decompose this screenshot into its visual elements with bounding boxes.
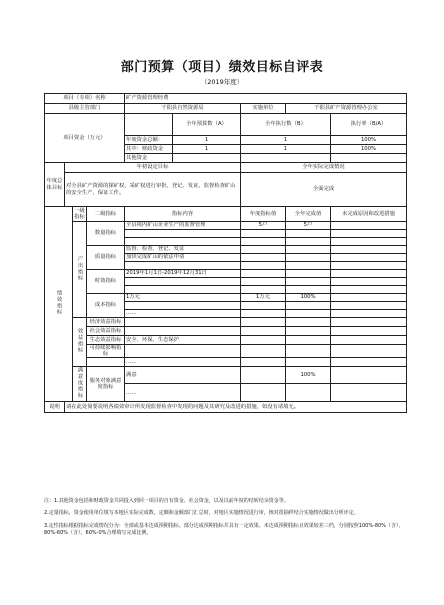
perf-row [45,246,407,254]
perf-content: 满意 [125,367,241,384]
perf-satisfaction-label [73,367,87,402]
perf-reason [331,358,407,367]
goals-actual-text: 全面完成 [241,173,407,207]
funds-budget-value [173,154,241,163]
perf-target [241,278,286,286]
perf-reason [331,238,407,246]
perf-content: …… [125,358,241,367]
footnote: 3.定性指标根据指标完成情况分为：全部或基本达成预期指标、部分达成预期指标并具有一定效果、未达成预期指标且效果较差三档，分别按照100%-80%（含）、80%-60%（含）、60%-0%合理填写完成比例。 [44,522,404,536]
perf-output-label-text: 产出指标 [76,255,83,282]
funds-rate-value: 100% [331,136,407,145]
perf-col-actual: 全年完成值 [286,207,331,222]
perf-target [241,302,286,310]
perf-reason [331,286,407,294]
perf-reason [331,336,407,345]
perf-target [241,238,286,246]
perf-actual [286,246,331,254]
funds-row-label: 年度资金总额： [125,136,173,145]
page-subtitle-year: （2019年度） [200,78,244,86]
perf-actual [286,345,331,358]
self-evaluation-table [44,93,407,413]
explanation-row [45,401,407,412]
perf-content: 全县境内矿山企业生产的监督管理 [125,222,241,230]
perf-side-label-text: 绩效指标 [55,290,62,316]
goals-actual-header: 全年实际完成情况 [241,163,407,173]
perf-target [241,230,286,238]
perf-target [241,246,286,254]
perf-actual [286,358,331,367]
funds-exec-value: 1 [241,145,331,154]
perf-target [241,367,286,384]
perf-actual [286,318,331,327]
perf-actual: 100% [286,367,331,384]
perf-target [241,254,286,262]
perf-content [125,286,241,294]
goals-header-row [45,163,407,173]
perf-level2: 成本指标 [87,294,125,318]
perf-row [45,336,407,345]
perf-target [241,384,286,401]
perf-level2: 数量指标 [87,222,125,246]
perf-actual [286,302,331,310]
perf-target [241,270,286,278]
perf-reason [331,278,407,286]
perf-content: 监督、检查、登记、发证 [125,246,241,254]
perf-row [45,345,407,358]
perf-header-row [45,207,407,222]
impl-unit-label: 实施单位 [241,104,286,114]
goals-side-label: 年度总体目标 [45,163,65,207]
perf-col-level1: 一级指标 [74,207,85,220]
perf-content: …… [125,384,241,401]
goals-planned-text: 对全县矿产资源的探矿权、采矿权进行审批、登记、发证，监督检查矿山的安全生产，保证工作。 [65,173,241,207]
perf-actual: 100% [286,294,331,302]
project-name-value: 矿产资源管理经费 [125,94,407,104]
perf-level2: 生态效益指标 [87,336,125,345]
perf-level2 [87,358,125,367]
perf-col-target: 年度指标值 [241,207,286,222]
goals-content-row [45,173,407,207]
perf-target [241,262,286,270]
perf-reason [331,310,407,318]
perf-content [125,318,241,327]
perf-col-reason: 未完成原因和改进措施 [331,207,407,222]
funds-header-row [45,114,407,136]
perf-target: 5户 [241,222,286,230]
funds-row-label: 其中：财政资金 [125,145,173,154]
dept-value: 千阳县自然资源局 [125,104,241,114]
perf-target [241,327,286,336]
perf-col-level2: 二级指标 [87,207,125,222]
perf-content: 安全、环保、生态保护 [125,336,241,345]
project-dept-row [45,104,407,114]
page-title: 部门预算（项目）绩效目标自评表 [120,60,324,75]
perf-reason [331,294,407,302]
funds-budget-header: 全年预算数（A） [173,114,241,136]
perf-level2: 可持续影响指标 [87,345,125,358]
project-name-label: 项目（专项）名称 [45,94,125,104]
perf-content [125,302,241,310]
perf-content [125,262,241,270]
explanation-text: 请在此处简要说明各绩效审计所发现监督检查中发现的问题及其研究及改进的措施，如没有请填无。 [65,401,407,412]
perf-row [45,222,407,230]
perf-level2: 经济效益指标 [87,318,125,327]
perf-content: 加快完成矿山的依法申请 [125,254,241,262]
perf-target [241,358,286,367]
perf-row [45,318,407,327]
perf-reason [331,345,407,358]
perf-col-content: 指标内容 [125,207,241,222]
perf-actual [286,262,331,270]
perf-level2: 质量指标 [87,246,125,270]
perf-benefit-label [73,318,87,367]
funds-exec-value: 1 [241,136,331,145]
perf-satisfaction-label-text: 满意度指标 [76,367,83,399]
funds-rate-header: 执行率（B/A） [331,114,407,136]
perf-reason [331,262,407,270]
perf-reason [331,318,407,327]
perf-content [125,230,241,238]
perf-level2: 时效指标 [87,270,125,294]
funds-rate-value [331,154,407,163]
perf-target [241,336,286,345]
footnote: 2.定量指标，资金使用单位填写本地区实际完成数。定额和金额部门汇总时，对地区实施情况进行审，核对很抽样结合实施情况做出分析评定。 [44,510,359,517]
perf-side-label [45,207,73,402]
perf-target [241,310,286,318]
funds-rate-value: 100% [331,145,407,154]
perf-actual [286,270,331,278]
perf-target [241,318,286,327]
perf-actual [286,336,331,345]
perf-output-label [73,222,87,318]
perf-target: 1万元 [241,294,286,302]
perf-row [45,294,407,302]
impl-unit-value: 千阳县矿产资源管理办公室 [286,104,407,114]
perf-reason [331,302,407,310]
project-name-row [45,94,407,104]
funds-exec-header: 全年执行数（B） [241,114,331,136]
perf-reason [331,254,407,262]
perf-actual [286,310,331,318]
perf-actual [286,327,331,336]
funds-row-label: 其他资金 [125,154,173,163]
footnotes [44,498,406,542]
perf-actual: 5户 [286,222,331,230]
perf-reason [331,270,407,278]
perf-level2: 服务对象满意度指标 [87,367,125,402]
perf-reason [331,230,407,238]
funds-budget-value: 1 [173,136,241,145]
perf-content [125,278,241,286]
perf-content [125,345,241,358]
perf-row [45,270,407,278]
perf-actual [286,286,331,294]
explanation-label: 说明 [45,401,65,412]
perf-actual [286,230,331,238]
funds-budget-value: 1 [173,145,241,154]
perf-reason [331,246,407,254]
perf-actual [286,238,331,246]
perf-content [125,327,241,336]
funds-label: 项目资金（万元） [45,114,125,163]
perf-content: 1万元 [125,294,241,302]
perf-reason [331,384,407,401]
perf-row [45,367,407,384]
funds-exec-value [241,154,331,163]
perf-target [241,286,286,294]
perf-content: 2019年1月1日-2019年12月31日 [125,270,241,278]
perf-actual [286,384,331,401]
perf-actual [286,254,331,262]
perf-content [125,238,241,246]
dept-label: 县级主管部门 [45,104,125,114]
perf-row [45,358,407,367]
perf-reason [331,222,407,230]
perf-target [241,345,286,358]
footnote: 注：1.其他资金包括和财政资金共同投入到同一项目的自有资金、社会资金，以及以前年度的结转结余资金等。 [44,498,289,504]
perf-benefit-label-text: 效益指标 [76,328,83,354]
goals-planned-header: 年初设定目标 [65,163,241,173]
perf-reason [331,327,407,336]
perf-content: …… [125,310,241,318]
perf-reason [331,367,407,384]
perf-row [45,327,407,336]
perf-actual [286,278,331,286]
perf-level2: 社会效益指标 [87,327,125,336]
